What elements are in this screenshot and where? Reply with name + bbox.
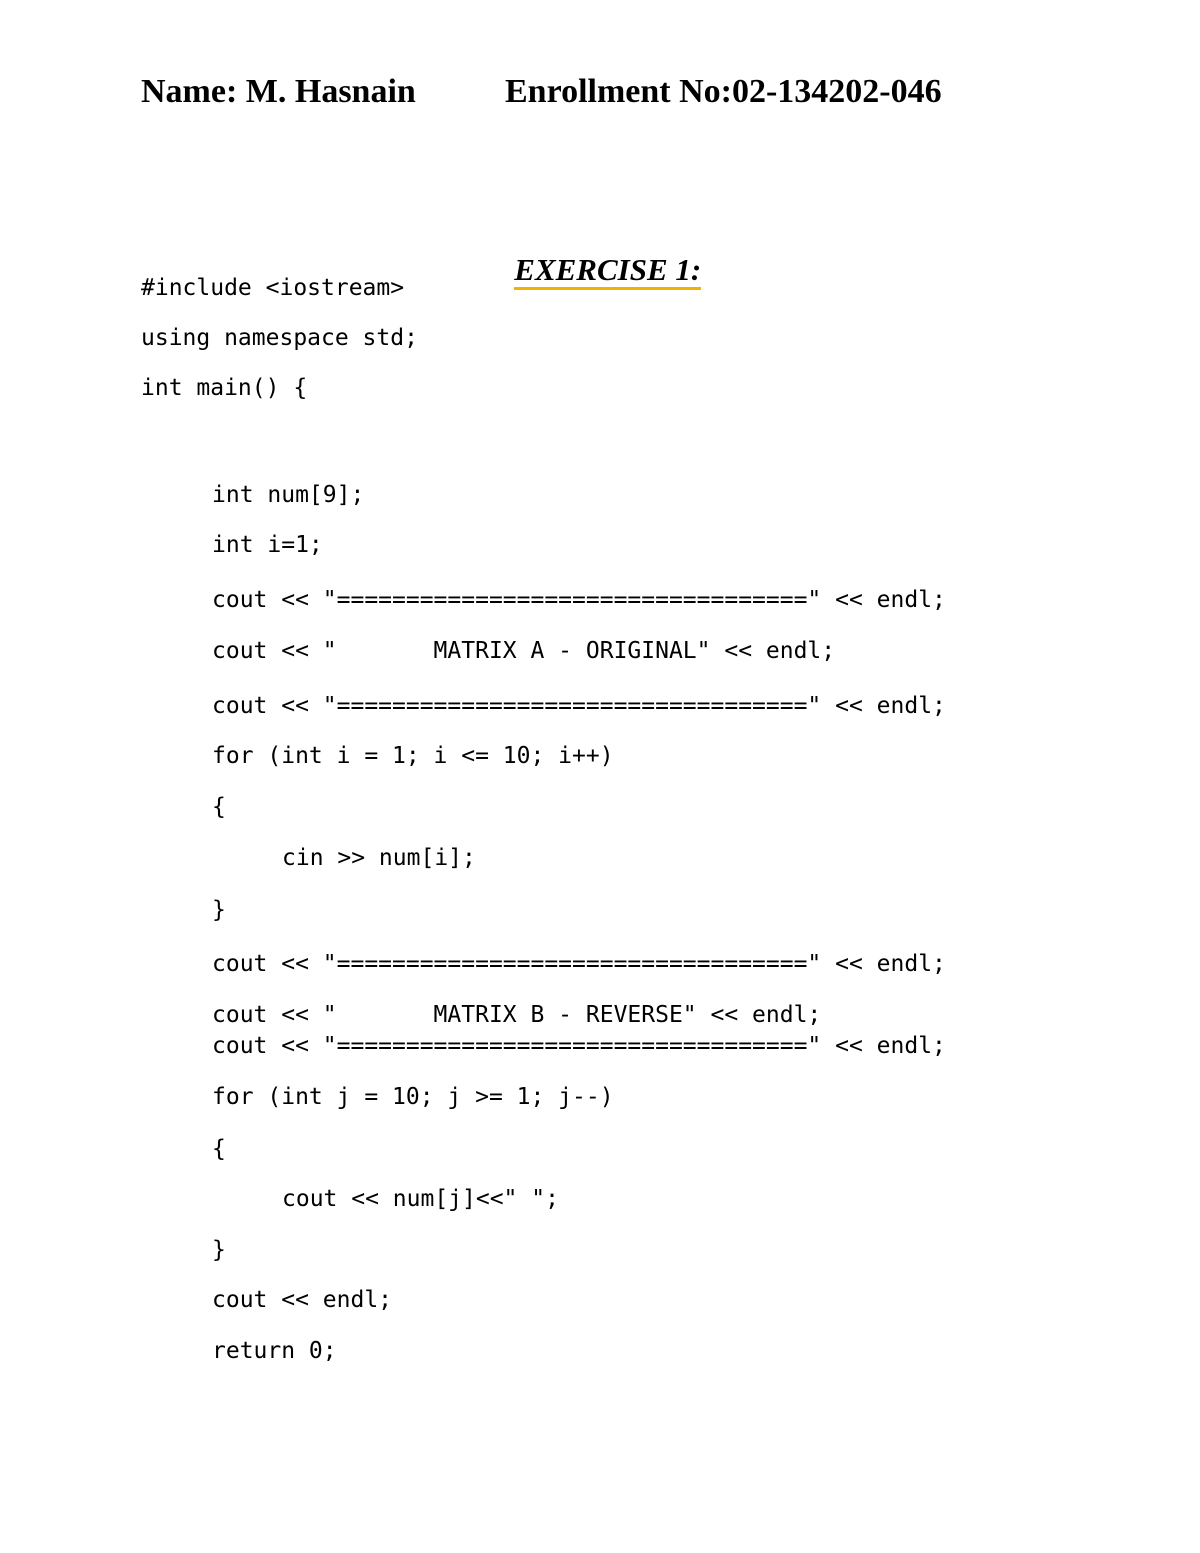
code-line-for-input: for (int i = 1; i <= 10; i++) <box>212 743 614 769</box>
code-line-main: int main() { <box>141 375 308 401</box>
code-line-separator: cout << "==================================" << endl; <box>212 951 946 977</box>
code-line-int-i: int i=1; <box>212 532 323 558</box>
code-line-cout-endl: cout << endl; <box>212 1287 393 1313</box>
code-line-include: #include <iostream> <box>141 275 405 301</box>
code-line-namespace: using namespace std; <box>141 325 418 351</box>
exercise-title: EXERCISE 1: <box>514 253 701 290</box>
code-line-separator: cout << "==================================" << endl; <box>212 1033 946 1059</box>
code-line-cout-num: cout << num[j]<<" "; <box>282 1186 559 1212</box>
student-name: Name: M. Hasnain <box>141 73 416 110</box>
code-line-open-brace: { <box>212 794 226 820</box>
code-line-array-decl: int num[9]; <box>212 482 365 508</box>
code-line-close-brace: } <box>212 1237 226 1263</box>
code-line-matrix-a: cout << " MATRIX A - ORIGINAL" << endl; <box>212 638 836 664</box>
enrollment-number: Enrollment No:02-134202-046 <box>505 73 942 110</box>
code-line-for-output: for (int j = 10; j >= 1; j--) <box>212 1084 614 1110</box>
code-line-matrix-b: cout << " MATRIX B - REVERSE" << endl; <box>212 1002 822 1028</box>
code-line-separator: cout << "==================================" << endl; <box>212 693 946 719</box>
code-line-close-brace: } <box>212 897 226 923</box>
code-line-separator: cout << "==================================" << endl; <box>212 587 946 613</box>
code-line-open-brace: { <box>212 1136 226 1162</box>
code-line-cin: cin >> num[i]; <box>282 845 476 871</box>
code-line-return: return 0; <box>212 1338 337 1364</box>
